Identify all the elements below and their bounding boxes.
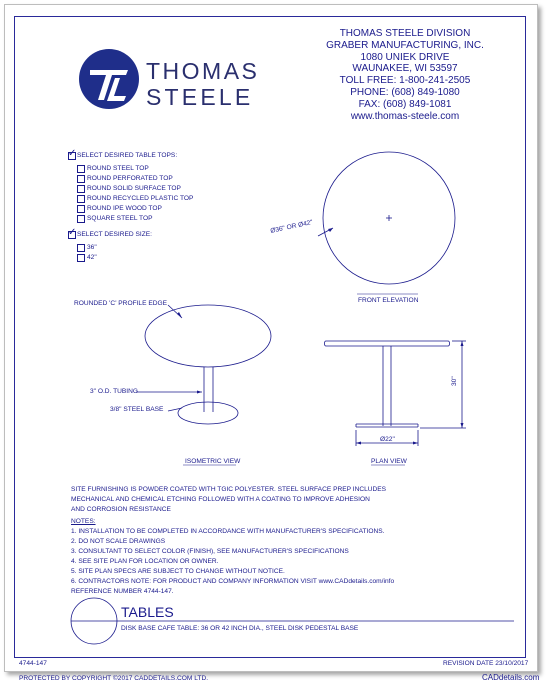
plan-view-label: PLAN VIEW [371,458,407,465]
copyright-notice: PROTECTED BY COPYRIGHT ©2017 CADDETAILS.COM LTD. [19,675,209,682]
company-line: FAX: (608) 849-1081 [358,98,452,110]
brand-name-line2: STEELE [146,84,254,110]
note-item: 4. SEE SITE PLAN FOR LOCATION OR OWNER. [71,558,219,565]
note-item: 5. SITE PLAN SPECS ARE SUBJECT TO CHANGE WITHOUT NOTICE. [71,568,285,575]
company-line: TOLL FREE: 1-800-241-2505 [339,75,471,87]
company-line: WAUNAKEE, WI 53597 [352,63,458,75]
size-label: 42" [87,254,97,261]
company-line: THOMAS STEELE DIVISION [339,28,471,39]
title-block-subtitle: DISK BASE CAFE TABLE: 36 OR 42 INCH DIA., STEEL DISK PEDESTAL BASE [121,625,359,632]
size-label: 36" [87,244,97,251]
base-diameter-dimension: Ø22" [380,436,395,443]
spec-line: AND CORROSION RESISTANCE [71,506,171,513]
checkmark-icon: ✓ [68,148,77,159]
option-label: ROUND STEEL TOP [87,165,149,172]
option-label: ROUND RECYCLED PLASTIC TOP [87,195,194,202]
company-line: PHONE: (608) 849-1080 [350,86,460,98]
note-item: REFERENCE NUMBER 4744-147. [71,588,174,595]
notes-heading: NOTES: [71,518,96,525]
brand-name-line1: THOMAS [146,58,260,84]
size-heading: SELECT DESIRED SIZE: [77,231,152,238]
caddetails-logo[interactable]: CADdetails.com [482,673,540,682]
isometric-base [178,402,238,424]
edge-callout: ROUNDED 'C' PROFILE EDGE [74,300,168,307]
option-label: ROUND SOLID SURFACE TOP [87,185,181,192]
note-item: 3. CONSULTANT TO SELECT COLOR (FINISH), SEE MANUFACTURER'S SPECIFICATIONS [71,548,349,555]
front-elevation-label: FRONT ELEVATION [358,297,419,304]
plan-tabletop [325,341,450,346]
revision-date: REVISION DATE 23/10/2017 [443,660,529,667]
reference-number: 4744-147 [19,660,47,667]
title-block-title: TABLES [121,604,174,620]
note-item: 2. DO NOT SCALE DRAWINGS [71,538,166,545]
company-line: 1080 UNIEK DRIVE [360,51,450,63]
company-line: GRABER MANUFACTURING, INC. [326,39,484,51]
spec-line: MECHANICAL AND CHEMICAL ETCHING FOLLOWED WITH A COATING TO IMPROVE ADHESION [71,496,370,503]
isometric-view-label: ISOMETRIC VIEW [185,458,241,465]
note-item: 1. INSTALLATION TO BE COMPLETED IN ACCORDANCE WITH MANUFACTURER'S SPECIFICATIONS. [71,528,385,535]
isometric-top [145,305,271,367]
option-label: ROUND IPE WOOD TOP [87,205,162,212]
option-label: ROUND PERFORATED TOP [87,175,173,182]
checkmark-icon: ✓ [68,227,77,238]
base-callout: 3/8" STEEL BASE [110,406,164,413]
tubing-callout: 3" O.D. TUBING [90,388,139,395]
spec-line: SITE FURNISHING IS POWDER COATED WITH TGIC POLYESTER. STEEL SURFACE PREP INCLUDES [71,486,387,493]
option-label: SQUARE STEEL TOP [87,215,153,222]
height-dimension: 30" [451,376,458,386]
tops-heading: SELECT DESIRED TABLE TOPS: [77,152,178,159]
note-item: 6. CONTRACTORS NOTE: FOR PRODUCT AND COMPANY INFORMATION VISIT www.CADdetails.com/info [71,578,395,585]
front-diameter-dimension: Ø36" OR Ø42" [269,219,314,235]
company-website[interactable]: www.thomas-steele.com [350,110,460,122]
